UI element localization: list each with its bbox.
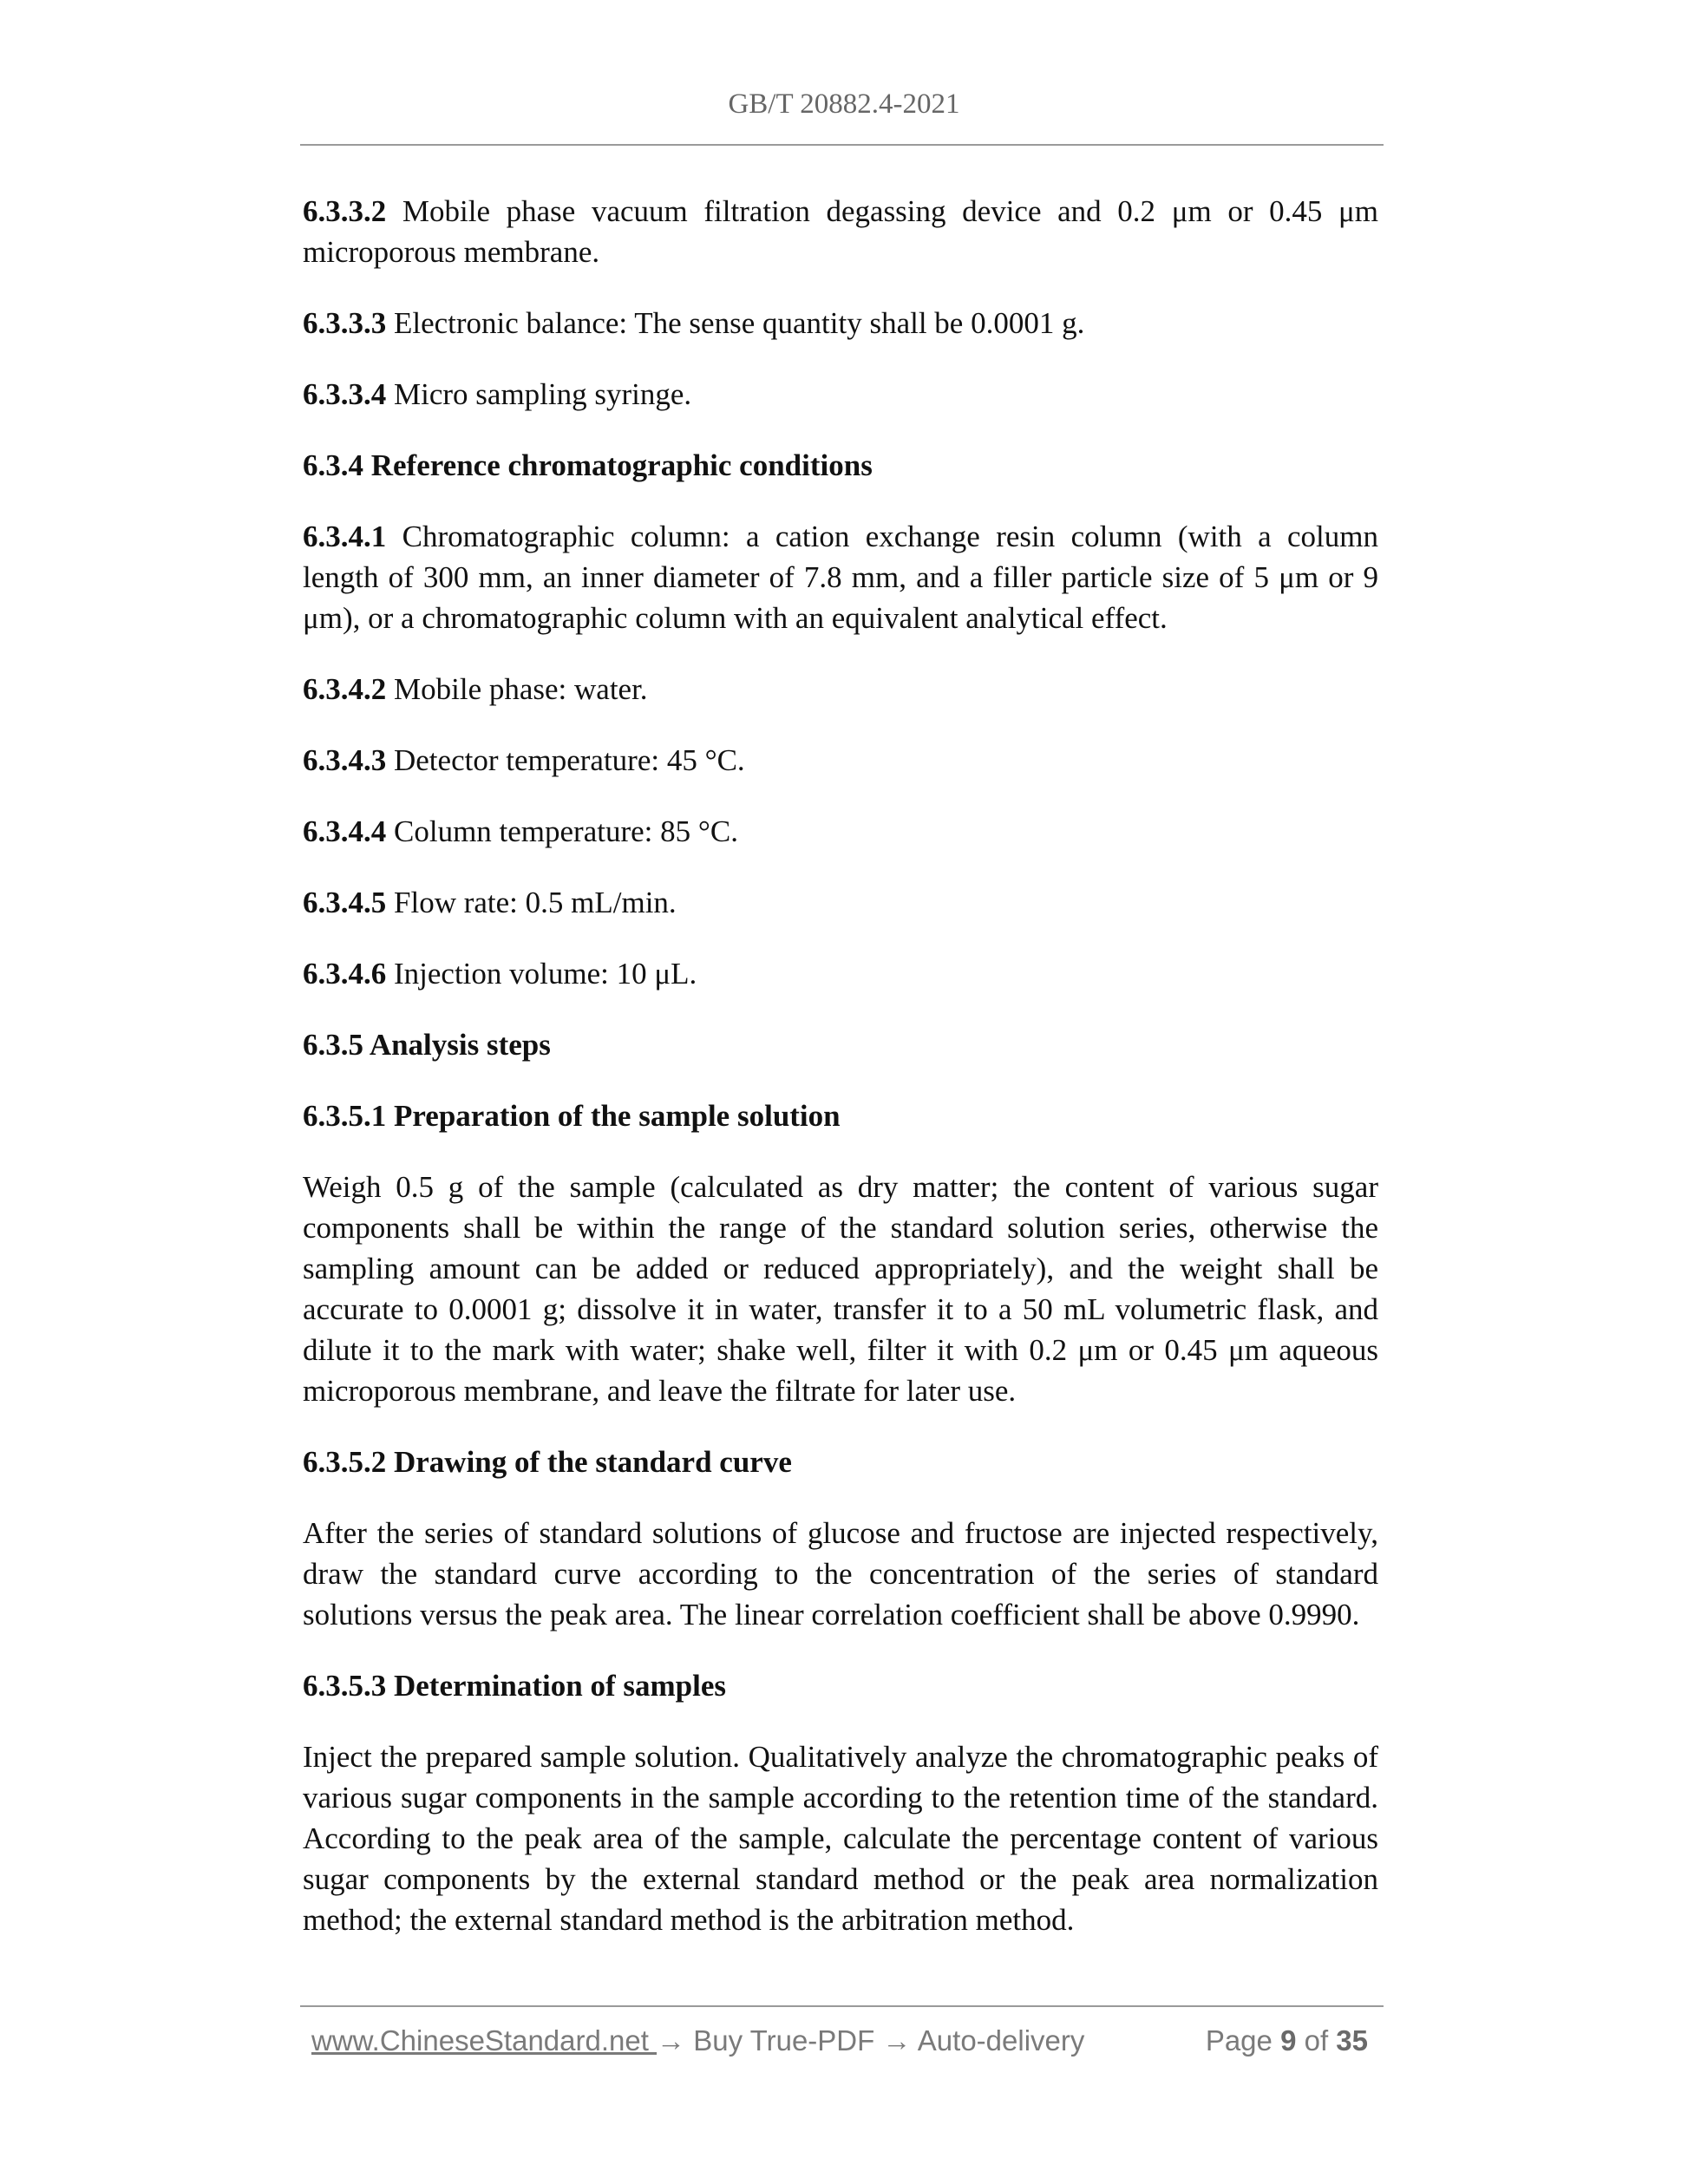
clause-text: Mobile phase vacuum filtration degassing device and 0.2 μm or 0.45 μm microporous membrane. (303, 194, 1378, 269)
header-divider (300, 144, 1384, 146)
paragraph-sample-determination: Inject the prepared sample solution. Qualitatively analyze the chromatographic peaks of various sugar components in the sample according to the retention time of the standard. According to the peak area of the sample, calculate the percentage content of various sugar components by the external standard method or the peak area normalization method; the external standard method is the arbitration method. (303, 1740, 1378, 1937)
clause-text: Injection volume: 10 μL. (394, 957, 697, 991)
clause-6-3-4-1 (303, 516, 1378, 638)
clause-text: Electronic balance: The sense quantity shall be 0.0001 g. (394, 306, 1085, 340)
standard-code-header: GB/T 20882.4-2021 (728, 88, 960, 120)
document-body (303, 191, 1378, 1971)
page-label: Page (1205, 2024, 1281, 2056)
clause-6-3-4-4 (303, 811, 1378, 852)
clause-6-3-3-2 (303, 191, 1378, 272)
clause-text: Chromatographic column: a cation exchange resin column (with a column length of 300 mm, an inner diameter of 7.8 mm, and a filler particle size of 5 μm or 9 μm), or a chromatographic column with an equivalent analytical effect. (303, 520, 1379, 635)
clause-number: 6.3.3.2 (303, 194, 387, 228)
paragraph-standard-curve: After the series of standard solutions of glucose and fructose are injected respectively, draw the standard curve according to the concentration of the series of standard solutions versus the peak area. The linear correlation coefficient shall be above 0.9990. (303, 1516, 1378, 1631)
clause-number: 6.3.4.1 (303, 520, 387, 553)
clause-text: Flow rate: 0.5 mL/min. (394, 886, 677, 919)
clause-number: 6.3.4.5 (303, 886, 387, 919)
clause-6-3-4-2 (303, 669, 1378, 709)
clause-number: 6.3.4.6 (303, 957, 387, 991)
footer-divider (300, 2005, 1384, 2007)
page-footer (311, 2024, 1378, 2066)
clause-6-3-4-3 (303, 740, 1378, 781)
clause-6-3-4-5 (303, 882, 1378, 923)
clause-text: Detector temperature: 45 °C. (394, 743, 745, 777)
section-heading-6-3-4: 6.3.4 Reference chromatographic conditions (303, 448, 873, 482)
arrow-right-icon: → (657, 2024, 686, 2056)
page-indicator (1206, 2024, 1368, 2057)
clause-number: 6.3.4.2 (303, 672, 387, 706)
clause-text: Mobile phase: water. (394, 672, 648, 706)
clause-number: 6.3.4.4 (303, 814, 387, 848)
clause-text: Micro sampling syringe. (394, 377, 692, 411)
buy-true-pdf-text: Buy True-PDF (685, 2024, 883, 2056)
page-number: 9 (1280, 2024, 1297, 2056)
arrow-right-icon: → (882, 2024, 912, 2056)
clause-number: 6.3.3.3 (303, 306, 387, 340)
clause-number: 6.3.4.3 (303, 743, 387, 777)
section-heading-6-3-5-2: 6.3.5.2 Drawing of the standard curve (303, 1445, 792, 1479)
paragraph-sample-preparation: Weigh 0.5 g of the sample (calculated as dry matter; the content of various sugar components shall be within the range of the standard solution series, otherwise the sampling amount can be added or reduced appropriately), and the weight shall be accurate to 0.0001 g; dissolve it in water, transfer it to a 50 mL volumetric flask, and dilute it to the mark with water; shake well, filter it with 0.2 μm or 0.45 μm aqueous microporous membrane, and leave the filtrate for later use. (303, 1170, 1378, 1408)
section-heading-6-3-5-3: 6.3.5.3 Determination of samples (303, 1669, 727, 1703)
section-heading-6-3-5-1: 6.3.5.1 Preparation of the sample solution (303, 1099, 841, 1133)
page-total: 35 (1336, 2024, 1368, 2056)
clause-6-3-3-4 (303, 374, 1378, 415)
clause-number: 6.3.3.4 (303, 377, 387, 411)
clause-6-3-3-3 (303, 303, 1378, 343)
of-label: of (1296, 2024, 1337, 2056)
clause-6-3-4-6 (303, 953, 1378, 994)
section-heading-6-3-5: 6.3.5 Analysis steps (303, 1028, 551, 1062)
auto-delivery-text: Auto-delivery (911, 2024, 1085, 2056)
footer-promo (311, 2024, 1084, 2057)
clause-text: Column temperature: 85 °C. (394, 814, 738, 848)
chinesestandard-link[interactable]: www.ChineseStandard.net (311, 2024, 658, 2056)
